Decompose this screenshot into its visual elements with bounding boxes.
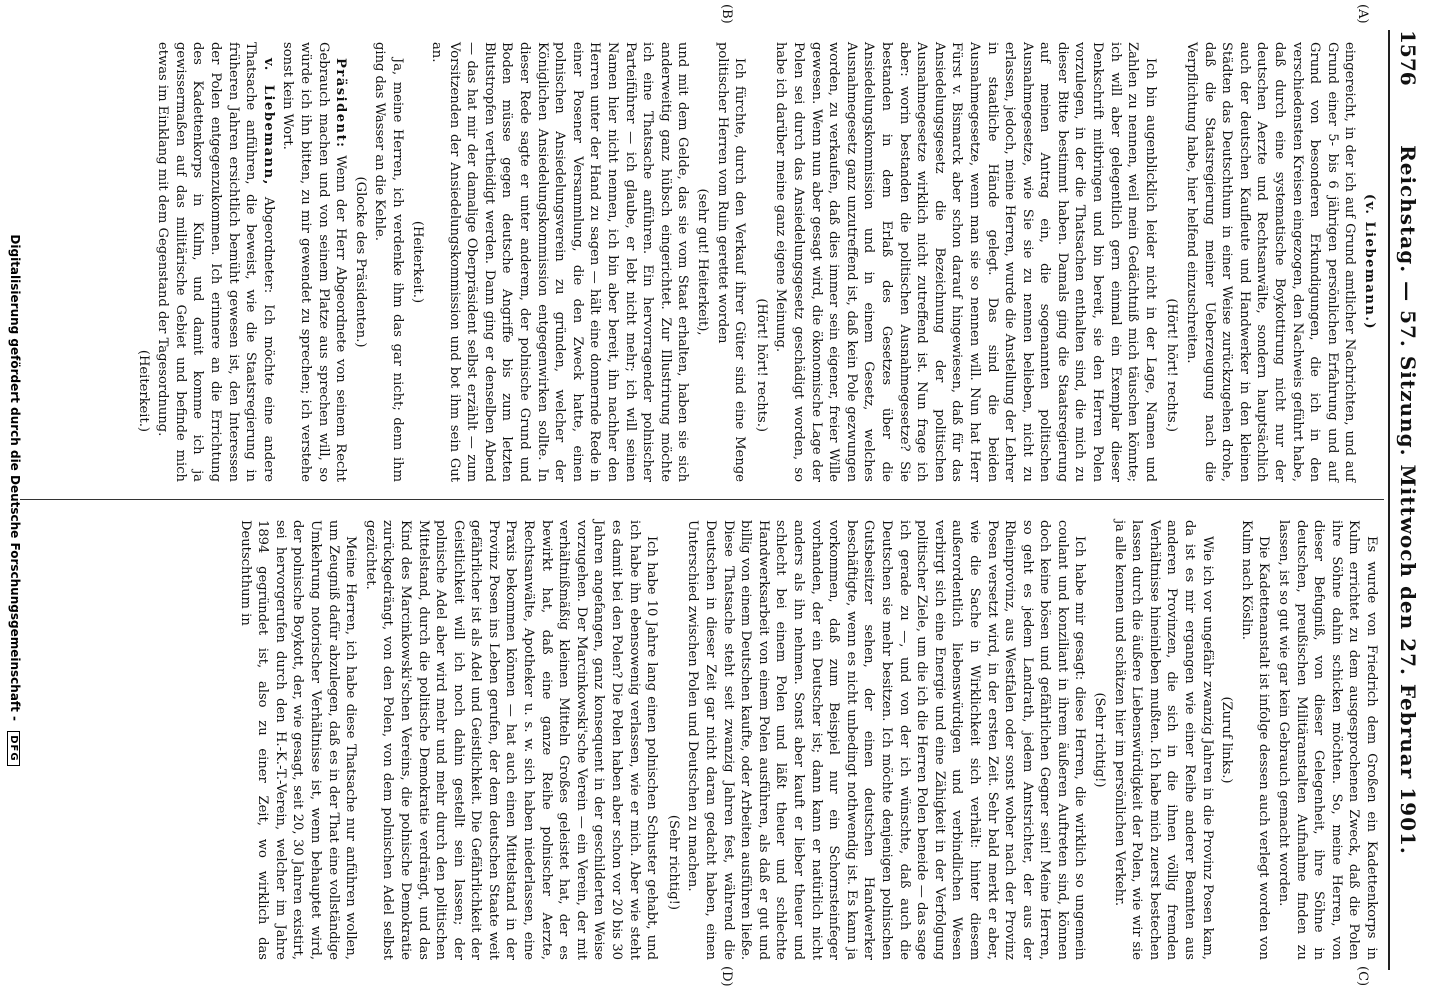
page-number: 1576 — [1396, 30, 1420, 86]
paragraph: Ja, meine Herren, ich verdenke ihm das gar nicht; denn ihm ging das Wasser an die Kehle. — [372, 42, 405, 482]
interjection: (sehr gut! Heiterkeit), — [695, 188, 711, 336]
paragraph: und mit dem Gelde, das sie vom Staat erhalten, haben sie sich anderweitig ganz hübsch eingerichtet. Zur Illustrirung möchte ich eine Thatsache anführen. Ein hervorragender polnischer Parteiführer — ich glaube, er lebt nicht mehr; ich will seinen Namen hier nicht nennen, ich bin aber bereit, ihn nachher den Herren unter der Hand zu sagen — hält eine donnernde Rede in einer Posener Versammlung, die den Zweck hatte, einen polnischen Ansiedelungsverein zu gründen, welcher der Königlichen Ansiedelungskommission entgegenwirken sollte. In dieser Rede sagte er unter anderem, der polnische Grund und Boden müsse gegen deutsche Angriffe bis zum letzten Blutstropfen vertheidigt werden. Dann ging er denselben Abend — das hat mir der damalige Oberpräsident selbst erzählt — zum Vorsitzenden der Ansiedelungskommission und bot ihm sein Gut an. — [429, 42, 691, 482]
paragraph: Die Kadettenanstalt ist infolge dessen auch verlegt worden von Kulm nach Köslin. — [1238, 520, 1272, 960]
header-rule — [1388, 30, 1390, 970]
margin-marker-b: (B) — [719, 4, 734, 24]
president-statement — [279, 42, 349, 482]
interjection: (Hört! hört! rechts.) — [1164, 298, 1180, 432]
interjection: (Zuruf links.) — [1219, 696, 1235, 784]
interjection: (Sehr richtig!) — [1092, 692, 1108, 788]
column-divider — [20, 499, 1384, 500]
paragraph: Ich bin augenblicklich leider nicht in der Lage, Namen und Zahlen zu nennen, weil mein Gedächtniß mich täuschen könnte; ich will aber gelegentlich gern einmal ein Exemplar dieser Denkschrift mitbringen und bin bereit, sie den Herren Polen vorzulegen, in der die Thatsachen enthalten sind, die mich zu dieser Bitte bestimmt haben. Damals ging die Staatsregierung auf meinen Antrag ein, die sogenannten politischen Ausnahmegesetze, wie Sie sie zu nennen belieben, nicht zu erlassen, jedoch, meine Herren, wurde die Anstellung der Lehrer in staatliche Hände gelegt. Das sind die beiden Ausnahmegesetze, wenn man sie so nennen will. Nun hat Herr Fürst v. Bismarck aber schon darauf hingewiesen, daß für das Ansiedelungsgesetz die Bezeichnung der politischen Ausnahmegesetze wirklich nicht zutreffend ist. Nun frage ich aber: worin bestanden die politischen Ausnahmegesetze? Sie bestanden in dem Erlaß des Gesetzes über die Ansiedelungskommission und in einem Gesetz, welches Ausnahmegesetz ganz unzutreffend ist, daß kein Pole gezwungen worden, zu verkaufen, daß dies immer sein eigener, freier Wille gewesen. Wenn nun aber gesagt wird, die ökonomische Lage der Polen sei durch das Ansiedelungsgesetz geschädigt worden, so habe ich darüber meine ganz eigene Meinung. — [773, 42, 1158, 482]
speech-text: Wenn der Herr Abgeordnete von seinem Recht Gebrauch machen und von seinem Platze aus sprechen will, so würde ich ihn bitten, zu mir gewendet zu sprechen; ich verstehe sonst kein Wort. — [280, 42, 349, 483]
interjection: (Heiterkeit.) — [135, 349, 151, 432]
page-header — [1392, 30, 1420, 970]
right-column — [234, 520, 1380, 960]
left-column — [130, 42, 1380, 482]
dfg-logo: DFG — [7, 731, 20, 765]
speech-text: Abgeordneter: Ich möchte eine andere Thatsache anführen, die beweist, wie die Staatsregierung in früheren Jahren ersichtlich bemüht gewesen ist, den Interessen der Polen entgegenzukommen. Ich erinnere an die Errichtung des Kadettenkorps in Kulm, und damit komme ich ja gewissermaßen auf das militärische Gebiet und befinde mich etwas im Einklang mit dem Gegenstand der Tagesordnung. — [155, 42, 276, 483]
interjection: (Hört! hört! rechts.) — [753, 298, 769, 432]
paragraph: Ich habe mir gesagt: diese Herren, die wirklich so ungemein coulant und konziliant in ihrem äußeren Auftreten sind, können doch keine bösen und gefährlichen Gegner sein! Meine Herren, so geht es jedem Landrath, jedem Amtsrichter, der aus der Rheinprovinz, aus Westfalen oder sonst woher nach der Provinz Posen versetzt wird, in der ersten Zeit. Sehr bald merkt er aber, wie die Sache in Wirklichkeit sich verhält: hinter diesem außerordentlich liebenswürdigen und verbindlichen Wesen verbirgt sich eine Energie und eine Zähigkeit in der Verfolgung politischer Ziele, um die ich die Herren Polen beneide — das sage ich gerade zu —, und von der ich wünschte, daß auch die Deutschen sie mehr besitzen. Ich möchte denjenigen polnischen Gutsbesitzer sehen, der einen deutschen Handwerker beschäftigte, wenn es nicht unbedingt nothwendig ist. Es kann ja vorkommen, daß zum Beispiel nur ein Schornsteinfeger vorhanden, der ein Deutscher ist; dann kann er natürlich nicht anders als ihn nehmen. Sonst aber kauft er lieber theuer und schlecht bei einem Polen und läßt theuer und schlechte Handwerksarbeit von einem Polen ausführen, als daß er gut und billig von einem Deutschen kaufte, oder Arbeiten ausführen ließe. Diese Thatsache steht seit zwanzig Jahren fest, während die Deutschen in dieser Zeit gar nicht daran gedacht haben, einen Unterschied zwischen Polen und Deutschen zu machen. — [685, 520, 1088, 960]
interjection: (Glocke des Präsidenten.) — [352, 176, 368, 348]
margin-marker-c: (C) — [1355, 966, 1370, 987]
paragraph: Es wurde von Friedrich dem Großen ein Kadettenkorps in Kulm errichtet zu dem ausgesprochenen Zweck, daß die Polen ihre Söhne dahin schicken möchten. So, meine Herren, von dieser Befugniß, von dieser Gelegenheit, ihre Söhne in deutschen, preußischen Militäranstalten Aufnahme finden zu lassen, ist so gut wie gar kein Gebrauch gemacht worden. — [1276, 520, 1379, 960]
paragraph: Ich fürchte, durch den Verkauf ihrer Güter sind eine Menge politischer Herren vom Ruin gerettet worden — [714, 42, 748, 482]
credit-text: Digitalisierung gefördert durch die Deutsche Forschungsgemeinschaft - — [8, 234, 22, 722]
page-title: Reichstag. — 57. Sitzung. Mittwoch den 27. Februar 1901. — [1396, 145, 1420, 855]
paragraph: eingereicht, in der ich auf Grund amtlicher Nachrichten, und auf Grund einer 5- bis 6 jährigen persönlichen Erfahrung und auf Grund von besonderen Erkundigungen, die ich in den verschiedensten Kreisen eingezogen, den Nachweis geführt habe, daß durch eine systematische Boykottirung nicht nur der deutschen Aerzte und Rechtsanwälte, sondern hauptsächlich auch der deutschen Kaufleute und Handwerker in den kleinen Städten das Deutschthum in einer Weise zurückzugehen drohe, daß die Staatsregierung meiner Ueberzeugung nach die Verpflichtung habe, hier helfend einzuschreiten. — [1184, 42, 1358, 482]
speaker-repeat: (v. Liebemann.) — [1362, 193, 1377, 331]
paragraph: Ich habe 10 Jahre lang einen polnischen Schuster gehabt, und ich habe ihn ebensowenig verlassen, wie er mich. Aber wie steht es damit bei den Polen? Die Polen haben aber schon vor 20 bis 30 Jahren angefangen, ganz konsequent in der geschilderten Weise vorzugehen. Der Marcinkowski'sche Verein — ein Verein, der mit verhältnißmäßig kleinen Mitteln Großes geleistet hat, der es bewirkt hat, daß eine ganze Reihe polnischer Aerzte, Rechtsanwälte, Apotheker u. s. w. sich haben niederlassen, eine Praxis bekommen können — hat auch einen Mittelstand in der Provinz Posen ins Leben gerufen, der dem deutschen Staate weit gefährlicher ist als Adel und Geistlichkeit. Die Gefährlichkeit der Geistlichkeit will ich noch dahin gestellt sein lassen; der polnische Adel aber wird mehr und mehr durch den politischen Mittelstand, durch die politische Demokratie verdrängt, und das Kind des Marcinkowski'schen Vereins, die polnische Demokratie zurückgedrängt, von den Polen, von dem polnischen Adel selbst gezüchtet. — [362, 520, 660, 960]
speaker-statement — [154, 42, 277, 482]
paragraph: Meine Herren, ich habe diese Thatsache nur anführen wollen, um Zeugniß dafür abzulegen, daß es in der That eine vollständige Umkehrung notorischer Verhältnisse ist, wenn behauptet wird, der polnische Boykott, der, wie gesagt, seit 20, 30 Jahren existirt, sei hervorgerufen durch den H.-K.-T.-Verein, welcher im Jahre 1894 gegründet ist, also zu einer Zeit, wo wirklich das Deutschthum in — [237, 520, 359, 960]
interjection: (Sehr richtig!) — [665, 814, 681, 910]
margin-marker-d: (D) — [719, 966, 734, 987]
paragraph: Wie ich vor ungefähr zwanzig Jahren in die Provinz Posen kam, da ist es mir ergangen wie einer Reihe anderer Beamten aus anderen Provinzen, die sich in die ihnen völlig fremden Verhältnisse hineinleben mußten. Ich habe mich zuerst bestechen lassen durch die äußere Liebenswürdigkeit der Polen, wie wir sie ja alle kennen und schätzen hier im persönlichen Verkehr. — [1111, 520, 1215, 960]
interjection: (Heiterkeit.) — [409, 220, 425, 304]
margin-marker-a: (A) — [1355, 4, 1370, 24]
speaker-name: Präsident: — [333, 58, 349, 149]
digitization-credit — [7, 0, 22, 1000]
speaker-name: v. Liebemann, — [260, 58, 276, 186]
